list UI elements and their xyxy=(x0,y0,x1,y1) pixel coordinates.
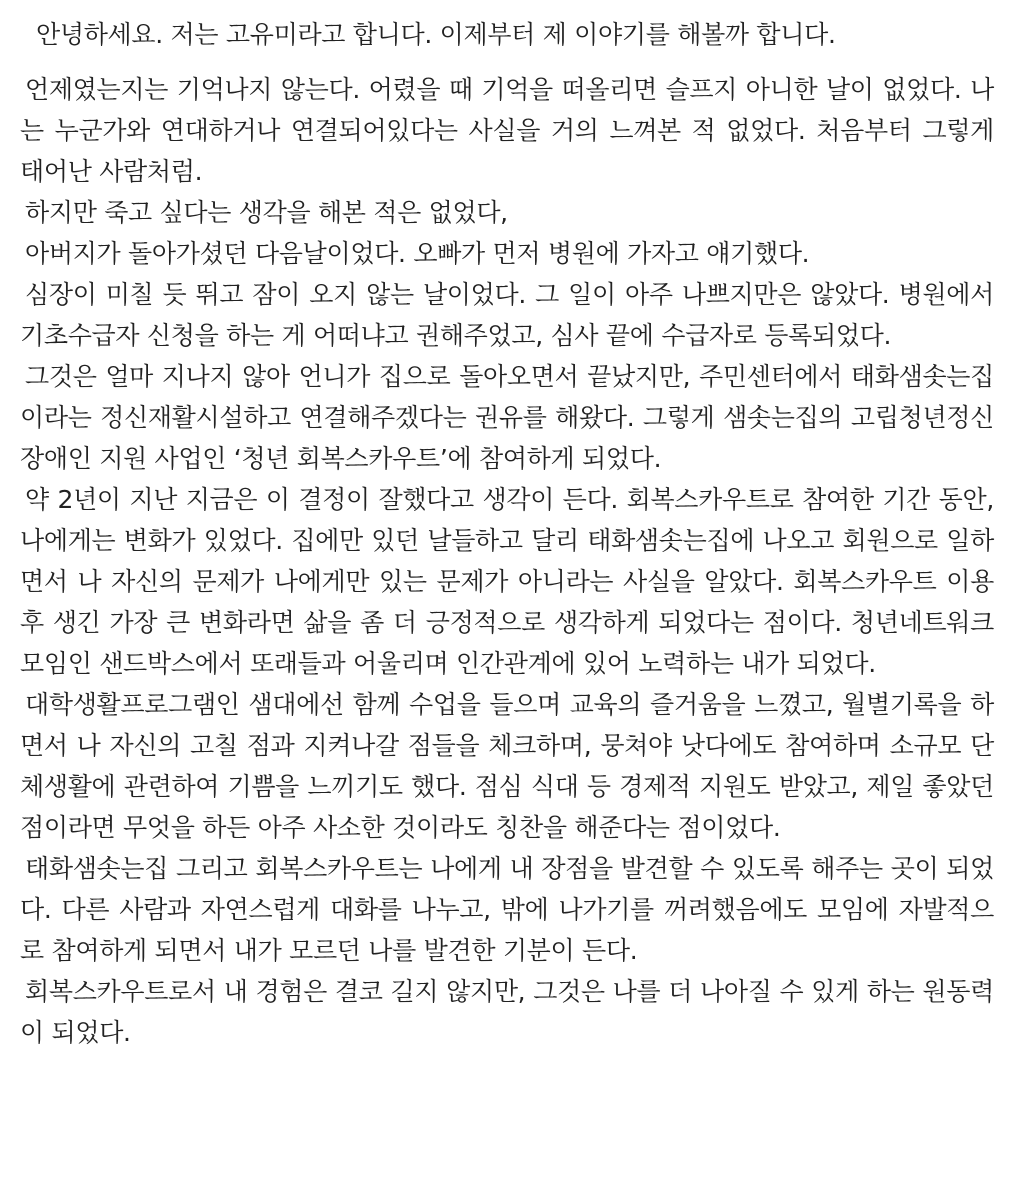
paragraph: 태화샘솟는집 그리고 회복스카우트는 나에게 내 장점을 발견할 수 있도록 해주는 곳이 되었다. 다른 사람과 자연스럽게 대화를 나누고, 밖에 나가기를 꺼려했음에도 모임에 자발적으로 참여하게 되면서 내가 모르던 나를 발견한 기분이 든다. xyxy=(20,854,994,965)
paragraph: 그것은 얼마 지나지 않아 언니가 집으로 돌아오면서 끝났지만, 주민센터에서 태화샘솟는집이라는 정신재활시설하고 연결해주겠다는 권유를 해왔다. 그렇게 샘솟는집의 고립청년정신장애인 지원 사업인 ‘청년 회복스카우트’에 참여하게 되었다. xyxy=(20,362,994,473)
paragraph: 하지만 죽고 싶다는 생각을 해본 적은 없었다, xyxy=(25,198,508,227)
paragraph: 회복스카우트로서 내 경험은 결코 길지 않지만, 그것은 나를 더 나아질 수 있게 하는 원동력이 되었다. xyxy=(20,977,994,1047)
paragraph: 대학생활프로그램인 샘대에선 함께 수업을 들으며 교육의 즐거움을 느꼈고, 월별기록을 하면서 나 자신의 고칠 점과 지켜나갈 점들을 체크하며, 뭉쳐야 낫다에도 참여하며 소규모 단체생활에 관련하여 기쁨을 느끼기도 했다. 점심 식대 등 경제적 지원도 받았고, 제일 좋았던 점이라면 무엇을 하든 아주 사소한 것이라도 칭찬을 해준다는 점이었다. xyxy=(20,690,994,842)
intro-line: 안녕하세요. 저는 고유미라고 합니다. 이제부터 제 이야기를 해볼까 합니다. xyxy=(36,20,836,49)
paragraph: 아버지가 돌아가셨던 다음날이었다. 오빠가 먼저 병원에 가자고 얘기했다. xyxy=(25,239,810,268)
paragraph: 언제였는지는 기억나지 않는다. 어렸을 때 기억을 떠올리면 슬프지 아니한 날이 없었다. 나는 누군가와 연대하거나 연결되어있다는 사실을 거의 느껴본 적 없었다. 처음부터 그렇게 태어난 사람처럼. xyxy=(20,75,994,186)
paragraph: 약 2년이 지난 지금은 이 결정이 잘했다고 생각이 든다. 회복스카우트로 참여한 기간 동안, 나에게는 변화가 있었다. 집에만 있던 날들하고 달리 태화샘솟는집에 나오고 회원으로 일하면서 나 자신의 문제가 나에게만 있는 문제가 아니라는 사실을 알았다. 회복스카우트 이용 후 생긴 가장 큰 변화라면 삶을 좀 더 긍정적으로 생각하게 되었다는 점이다. 청년네트워크모임인 샌드박스에서 또래들과 어울리며 인간관계에 있어 노력하는 내가 되었다. xyxy=(20,485,994,678)
paragraph: 심장이 미칠 듯 뛰고 잠이 오지 않는 날이었다. 그 일이 아주 나쁘지만은 않았다. 병원에서 기초수급자 신청을 하는 게 어떠냐고 권해주었고, 심사 끝에 수급자로 등록되었다. xyxy=(20,280,994,350)
